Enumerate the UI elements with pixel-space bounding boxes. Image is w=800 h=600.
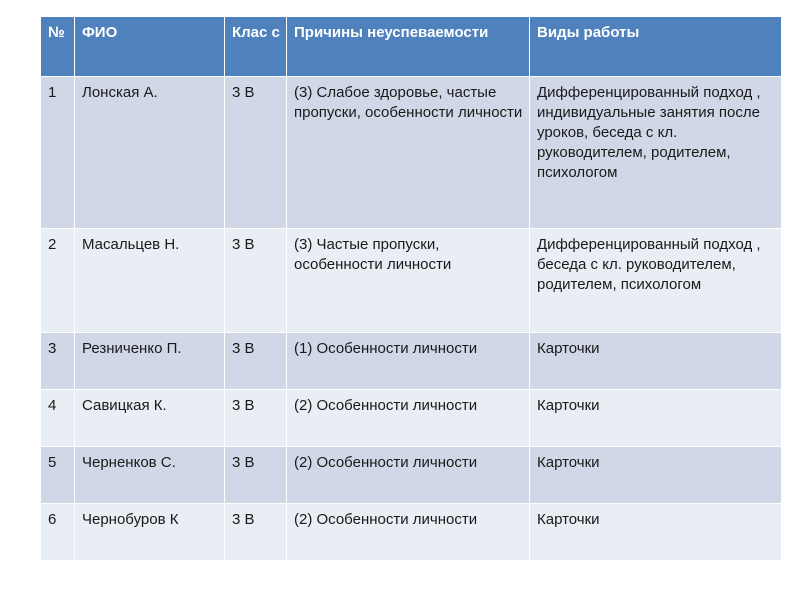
student-class: 3 В <box>225 390 287 447</box>
header-number: № <box>41 17 75 77</box>
header-name: ФИО <box>75 17 225 77</box>
row-number: 6 <box>41 504 75 561</box>
failure-reasons: (2) Особенности личности <box>287 447 530 504</box>
header-reasons: Причины неуспеваемости <box>287 17 530 77</box>
row-number: 4 <box>41 390 75 447</box>
table-row <box>41 77 782 229</box>
table-row <box>41 229 782 333</box>
failure-reasons: (2) Особенности личности <box>287 504 530 561</box>
student-class: 3 В <box>225 77 287 229</box>
header-row <box>41 17 782 77</box>
student-name: Лонская А. <box>75 77 225 229</box>
failure-reasons: (1) Особенности личности <box>287 333 530 390</box>
work-types: Карточки <box>530 390 782 447</box>
table-row <box>41 390 782 447</box>
table-row <box>41 333 782 390</box>
student-class: 3 В <box>225 504 287 561</box>
header-class: Клас с <box>225 17 287 77</box>
student-name: Резниченко П. <box>75 333 225 390</box>
table-row <box>41 504 782 561</box>
student-class: 3 В <box>225 229 287 333</box>
row-number: 3 <box>41 333 75 390</box>
failure-reasons: (3) Слабое здоровье, частые пропуски, особенности личности <box>287 77 530 229</box>
table-row <box>41 447 782 504</box>
student-class: 3 В <box>225 333 287 390</box>
student-name: Чернобуров К <box>75 504 225 561</box>
failure-reasons: (2) Особенности личности <box>287 390 530 447</box>
student-class: 3 В <box>225 447 287 504</box>
row-number: 5 <box>41 447 75 504</box>
work-types: Карточки <box>530 333 782 390</box>
work-types: Дифференцированный подход , индивидуальные занятия после уроков, беседа с кл. руководителем, родителем, психологом <box>530 77 782 229</box>
work-types: Карточки <box>530 504 782 561</box>
student-name: Черненков С. <box>75 447 225 504</box>
work-types: Дифференцированный подход , беседа с кл. руководителем, родителем, психологом <box>530 229 782 333</box>
header-work-types: Виды работы <box>530 17 782 77</box>
row-number: 2 <box>41 229 75 333</box>
failure-reasons: (3) Частые пропуски, особенности личности <box>287 229 530 333</box>
student-name: Савицкая К. <box>75 390 225 447</box>
work-types: Карточки <box>530 447 782 504</box>
row-number: 1 <box>41 77 75 229</box>
student-name: Масальцев Н. <box>75 229 225 333</box>
students-table <box>40 16 782 561</box>
